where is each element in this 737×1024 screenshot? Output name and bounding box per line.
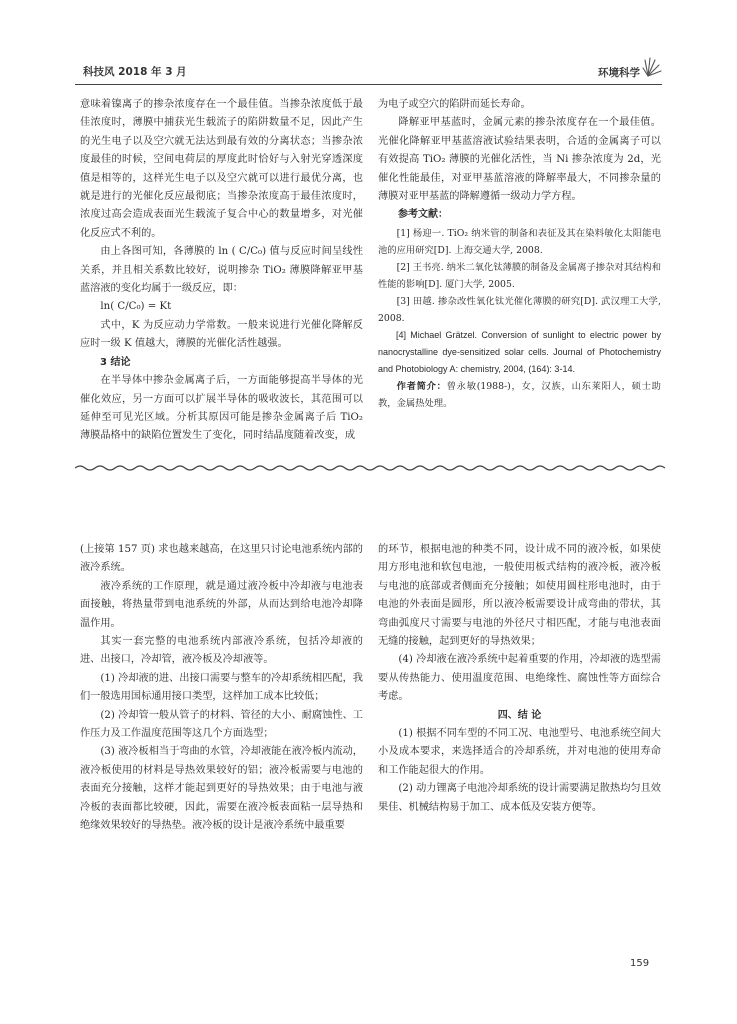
section-title: 环境科学: [598, 67, 640, 79]
article-b-right-column: [378, 541, 661, 817]
formula: ln( C/C₀) = Kt: [100, 301, 172, 313]
paragraph: 由上各图可知，各薄膜的 ln ( C/C₀) 值与反应时间呈线性关系，并且相关系数比较好，说明掺杂 TiO₂ 薄膜降解亚甲基蓝溶液的变化均属于一级反应，即：: [80, 246, 363, 295]
section-heading: 3 结论: [100, 356, 131, 368]
list-item: (3) 液冷板相当于弯曲的水管，冷却液能在液冷板内流动，液冷板使用的材料是导热效果较好的铝；液冷板需要与电池的表面充分接触，这样才能起到更好的导热效果；由于电池与液冷板的表面都比较硬，因此，需要在液冷板表面粘一层导热和绝缘效果较好的导热垫。液冷板的设计是液冷系统中最重要: [80, 746, 363, 832]
reference-item: [4] Michael Grätzel. Conversion of sunlight to electric power by nanocrystalline dye-sensitized solar cells. Journal of Photochemistry and Photobiology A: chemistry, 2004, (164): 3-14.: [378, 329, 661, 374]
reference-item: [3] 田越. 掺杂改性氧化钛光催化薄膜的研究[D]. 武汉理工大学, 2008.: [378, 295, 661, 324]
paragraph: 意味着镍离子的掺杂浓度存在一个最佳值。当掺杂浓度低于最佳浓度时，薄膜中捕获光生载流子的陷阱数量不足，因此产生的光生电子以及空穴就无法达到最有效的分离状态；当掺杂浓度最佳的时候，空间电荷层的厚度此时恰好与入射光穿透深度值是相等的，这样光生电子以及空穴就可以进行最优分离，也就是进行的光催化反应最彻底；当掺杂浓度高于最佳浓度时，浓度过高会造成表面光生载流子复合中心的数量增多，对光催化反应式不利的。: [80, 99, 363, 239]
list-item: (1) 冷却液的进、出接口需要与整车的冷却系统相匹配，我们一般选用国标通用接口类型，这样加工成本比较低；: [80, 672, 363, 703]
paragraph: 其实一套完整的电池系统内部液冷系统，包括冷却液的进、出接口，冷却管，液冷板及冷却液等。: [80, 636, 363, 666]
journal-issue: 科技风 2018 年 3 月: [83, 66, 187, 78]
author-bio: [378, 378, 661, 412]
paragraph: 为电子或空穴的陷阱而延长寿命。: [378, 99, 531, 110]
references-heading: 参考文献：: [398, 209, 448, 221]
list-item: (1) 根据不同车型的不同工况、电池型号、电池系统空间大小及成本要求，来选择适合的冷却系统，并对电池的使用寿命和工作能起很大的作用。: [378, 728, 661, 776]
wavy-divider: [75, 463, 665, 473]
list-item: (2) 动力锂离子电池冷却系统的设计需要满足散热均匀且效果佳、机械结构易于加工、成本低及安装方便等。: [378, 783, 661, 813]
section-heading: 四、结 论: [497, 709, 542, 721]
article-a-left-column: [80, 96, 363, 446]
paragraph: 液冷系统的工作原理，就是通过液冷板中冷却液与电池表面接触，将热量带到电池系统的外部，从而达到给电池冷却降温作用。: [80, 580, 363, 629]
running-header: [75, 60, 662, 82]
paragraph: 的环节，根据电池的种类不同，设计成不同的液冷板，如果使用方形电池和软包电池，一般使用板式结构的液冷板，液冷板与电池的底部或者侧面充分接触；如使用圆柱形电池时，由于电池的外表面是圆形，所以液冷板需要设计成弯曲的带状，其弯曲弧度尺寸需要与电池的外径尺寸相匹配，才能与电池表面无缝的接触，起到更好的导热效果；: [378, 544, 661, 648]
leaf-fan-icon: [642, 56, 662, 78]
reference-item: [1] 杨迎一. TiO₂ 纳米管的制备和表征及其在染料敏化太阳能电池的应用研究[D]. 上海交通大学, 2008.: [378, 227, 661, 256]
header-rule: [75, 84, 662, 85]
author-text: 曾永敏(1988-)，女，汉族，山东莱阳人，硕士助教，金属热处理。: [378, 380, 661, 409]
paragraph: 在半导体中掺杂金属离子后，一方面能够提高半导体的光催化效应，另一方面可以扩展半导体的吸收波长，其范围可以延伸至可见光区域。分析其原因可能是掺杂金属离子后 TiO₂ 薄膜晶格中的缺陷位置发生了变化，同时结晶度随着改变，成: [80, 375, 363, 442]
paragraph: 降解亚甲基蓝时，金属元素的掺杂浓度存在一个最佳值。光催化降解亚甲基蓝溶液试验结果表明，合适的金属离子可以有效提高 TiO₂ 薄膜的光催化活性，当 Ni 掺杂浓度为 2d，光催化性能最佳，对亚甲基蓝溶液的降解率最大，不同掺杂量的薄膜对亚甲基蓝的降解遵循一级动力学方程。: [378, 117, 661, 203]
page-number: 159: [630, 958, 650, 969]
paragraph: 式中，K 为反应动力学常数。一般来说进行光催化降解反应时一级 K 值越大，薄膜的光催化活性越强。: [80, 319, 363, 350]
list-item: (4) 冷却液在液冷系统中起着重要的作用，冷却液的选型需要从传热能力、使用温度范围、电绝缘性、腐蚀性等方面综合考虑。: [378, 654, 661, 703]
list-item: (2) 冷却管一般从管子的材料、管径的大小、耐腐蚀性、工作压力及工作温度范围等这几个方面选型；: [80, 709, 363, 740]
author-label: 作者简介：: [396, 380, 447, 392]
reference-item: [2] 王书亮. 纳米二氧化钛薄膜的制备及金属离子掺杂对其结构和性能的影响[D]. 厦门大学, 2005.: [378, 261, 661, 290]
paragraph: (上接第 157 页) 求也越来越高，在这里只讨论电池系统内部的液冷系统。: [80, 544, 363, 574]
article-b-left-column: [80, 541, 363, 836]
article-a-right-column: [378, 96, 661, 412]
